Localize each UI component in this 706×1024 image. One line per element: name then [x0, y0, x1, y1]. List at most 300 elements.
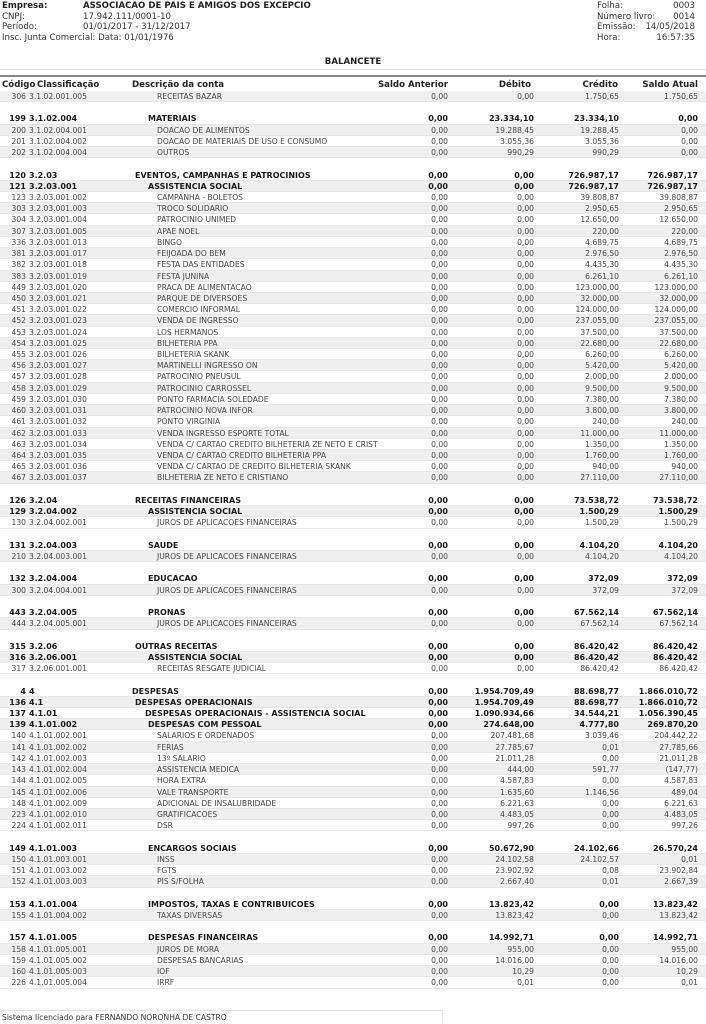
- debito-value: 207.481,68: [490, 731, 534, 741]
- account-description: VENDA C/ CARTAO CREDITO BILHETERIA PPA: [157, 451, 327, 460]
- account-description: FESTA JUNINA: [157, 271, 210, 281]
- account-classification: 3.2.03.001.013: [29, 237, 87, 247]
- saldo-anterior-value: 0,00: [431, 136, 448, 146]
- debito-value: 27.785,67: [495, 742, 534, 752]
- account-classification: 3.2.03.001.036: [29, 462, 87, 472]
- table-row: [0, 517, 706, 528]
- account-description: SALARIOS E ORDENADOS: [157, 731, 255, 741]
- saldo-anterior-value: 0,00: [428, 652, 448, 662]
- saldo-anterior-value: 0,00: [431, 944, 448, 954]
- debito-value: 0,00: [514, 495, 534, 505]
- debito-value: 4.483,05: [500, 810, 534, 819]
- account-classification: 3.2.03.001.020: [29, 282, 87, 292]
- credito-value: 88.698,77: [573, 697, 619, 707]
- account-description: ASSISTENCIA MEDICA: [157, 765, 240, 775]
- credito-value: 1.760,00: [585, 451, 619, 460]
- table-row: [0, 327, 706, 338]
- credito-value: 37.500,00: [580, 327, 619, 337]
- account-description: ASSISTENCIA SOCIAL: [148, 181, 243, 191]
- saldo-anterior-value: 0,00: [431, 765, 448, 775]
- saldo-anterior-value: 0,00: [431, 361, 448, 371]
- saldo-atual-value: 124.000,00: [654, 305, 698, 315]
- table-row: [0, 865, 706, 876]
- col-credito: Crédito: [582, 80, 618, 90]
- table-row: [0, 618, 706, 629]
- saldo-anterior-value: 0,00: [431, 406, 448, 416]
- account-classification: 4.1.01.002.001: [29, 731, 87, 741]
- saldo-anterior-value: 0,00: [428, 540, 448, 550]
- saldo-atual-value: 1.750,65: [664, 92, 698, 101]
- debito-value: 2.667,40: [500, 877, 534, 887]
- saldo-atual-value: 1.760,00: [664, 451, 698, 460]
- account-description: DOACAO DE MATERIAIS DE USO E CONSUMO: [157, 136, 328, 146]
- credito-value: 0,01: [602, 742, 619, 752]
- credito-value: 1.750,65: [585, 92, 619, 101]
- saldo-atual-value: 269.870,20: [647, 720, 698, 730]
- credito-value: 124.000,00: [575, 305, 619, 315]
- saldo-atual-value: 26.570,24: [652, 843, 698, 853]
- saldo-atual-value: 1.056.390,45: [638, 709, 698, 719]
- account-code: 141: [11, 742, 26, 752]
- account-code: 158: [11, 944, 26, 954]
- account-classification: 3.2.03.001.002: [29, 192, 87, 202]
- table-row: [0, 585, 706, 596]
- saldo-anterior-value: 0,00: [431, 742, 448, 752]
- account-code: 142: [11, 753, 26, 763]
- credito-value: 237.055,00: [575, 316, 619, 326]
- account-description: DESPESAS BANCARIAS: [157, 955, 244, 965]
- table-row: [0, 91, 706, 102]
- account-code: 454: [11, 338, 26, 348]
- account-description: IMPOSTOS, TAXAS E CONTRIBUICOES: [148, 899, 315, 909]
- saldo-atual-value: 0,01: [681, 854, 698, 864]
- saldo-anterior-value: 0,00: [431, 260, 448, 270]
- account-code: 303: [11, 204, 26, 214]
- spacer-row: [0, 831, 706, 842]
- saldo-atual-value: 489,04: [671, 787, 698, 797]
- table-row: [0, 383, 706, 394]
- saldo-atual-value: 2.976,50: [664, 249, 698, 259]
- credito-value: 0,00: [599, 899, 619, 909]
- account-code: 201: [11, 136, 26, 146]
- table-row: [0, 955, 706, 966]
- account-description: RECEITAS BAZAR: [157, 92, 222, 101]
- debito-value: 0,00: [517, 327, 534, 337]
- debito-value: 1.090.934,66: [474, 709, 534, 719]
- account-classification: 3.2.03.001.003: [29, 204, 87, 214]
- account-code: 155: [11, 910, 26, 920]
- credito-value: 372,09: [588, 574, 619, 584]
- account-description: PONTO FARMACIA SOLEDADE: [157, 394, 269, 404]
- saldo-atual-value: 73.538,72: [652, 495, 698, 505]
- account-classification: 3.2.03.001.019: [29, 271, 87, 281]
- account-classification: 3.2.03.001.024: [29, 327, 87, 337]
- saldo-atual-value: 0,00: [681, 148, 698, 158]
- saldo-anterior-value: 0,00: [428, 181, 448, 191]
- saldo-anterior-value: 0,00: [431, 293, 448, 303]
- saldo-anterior-value: 0,00: [431, 192, 448, 202]
- account-classification: 3.2.03.001.023: [29, 316, 87, 326]
- account-code: 132: [9, 574, 26, 584]
- saldo-anterior-value: 0,00: [431, 316, 448, 326]
- table-row: [0, 843, 706, 854]
- account-code: 121: [9, 181, 26, 191]
- account-classification: 4.1.01.002.002: [29, 742, 87, 752]
- credito-value: 4.689,75: [585, 237, 619, 247]
- saldo-anterior-value: 0,00: [431, 327, 448, 337]
- account-description: DESPESAS FINANCEIRAS: [148, 933, 259, 943]
- saldo-atual-value: 27.110,00: [659, 473, 698, 483]
- saldo-atual-value: 237.055,00: [654, 316, 698, 326]
- saldo-atual-value: 12.650,00: [659, 215, 698, 225]
- account-classification: 3.2.03: [29, 170, 58, 180]
- account-code: 144: [11, 776, 26, 786]
- cnpj-value: 17.942.111/0001-10: [83, 11, 172, 22]
- credito-value: 9.500,00: [585, 383, 619, 393]
- account-code: 381: [11, 249, 26, 259]
- debito-value: 10,29: [512, 967, 534, 977]
- account-description: LOS HERMANOS: [157, 327, 219, 337]
- saldo-anterior-value: 0,00: [431, 664, 448, 674]
- account-code: 455: [11, 350, 26, 360]
- credito-value: 123.000,00: [575, 282, 619, 292]
- col-saldo-anterior: Saldo Anterior: [377, 80, 448, 90]
- col-descricao: Descrição da conta: [132, 80, 225, 90]
- debito-value: 997,26: [507, 821, 534, 831]
- credito-value: 1.146,56: [585, 787, 619, 797]
- account-code: 449: [11, 282, 26, 292]
- account-code: 137: [9, 709, 26, 719]
- account-description: EVENTOS, CAMPANHAS E PATROCINIOS: [135, 170, 311, 180]
- account-description: ASSISTENCIA SOCIAL: [148, 507, 243, 517]
- credito-value: 86.420,42: [573, 641, 619, 651]
- table-row: [0, 248, 706, 259]
- account-code: 459: [11, 394, 26, 404]
- credito-value: 22.680,00: [580, 338, 619, 348]
- account-classification: 3.2.04.003: [29, 540, 78, 550]
- account-code: 304: [11, 215, 26, 225]
- saldo-anterior-value: 0,00: [431, 338, 448, 348]
- saldo-atual-value: 86.420,42: [652, 652, 698, 662]
- saldo-atual-value: 0,00: [681, 125, 698, 135]
- account-description: BILHETERIA PPA: [157, 338, 218, 348]
- account-code: 224: [11, 821, 26, 831]
- debito-value: 50.672,90: [488, 843, 534, 853]
- hora-value: 16:57:35: [656, 32, 695, 43]
- saldo-anterior-value: 0,00: [431, 518, 448, 528]
- table-row: [0, 495, 706, 506]
- credito-value: 2.000,00: [585, 372, 619, 382]
- table-row: [0, 461, 706, 472]
- saldo-atual-value: 2.000,00: [664, 372, 698, 382]
- saldo-anterior-value: 0,00: [431, 249, 448, 259]
- account-classification: 3.2.03.001.030: [29, 394, 87, 404]
- debito-value: 0,00: [517, 92, 534, 101]
- saldo-atual-value: 27.785,66: [659, 742, 698, 752]
- saldo-atual-value: 4.689,75: [664, 237, 698, 247]
- saldo-atual-value: 22.680,00: [659, 338, 698, 348]
- saldo-atual-value: 32.000,00: [659, 293, 698, 303]
- account-code: 465: [11, 462, 26, 472]
- debito-value: 0,00: [517, 215, 534, 225]
- account-description: BILHETERIA ZE NETO E CRISTIANO: [157, 473, 289, 483]
- spacer-row: [0, 102, 706, 113]
- company-label: Empresa:: [2, 1, 48, 11]
- debito-value: 19.288,45: [495, 125, 534, 135]
- credito-value: 27.110,00: [580, 473, 619, 483]
- debito-value: 0,00: [517, 226, 534, 236]
- account-classification: 3.1.02.001.005: [29, 92, 87, 101]
- debito-value: 0,00: [517, 383, 534, 393]
- account-description: APAE NOEL: [157, 226, 200, 236]
- saldo-atual-value: 240,00: [671, 417, 698, 427]
- saldo-anterior-value: 0,00: [431, 428, 448, 438]
- cnpj-label: CNPJ:: [2, 11, 26, 22]
- table-row: [0, 708, 706, 719]
- debito-value: 0,00: [517, 551, 534, 561]
- hora-row: [597, 33, 695, 44]
- credito-value: 24.102,66: [573, 843, 619, 853]
- folha-label: Folha:: [597, 1, 623, 11]
- debito-value: 0,00: [514, 652, 534, 662]
- account-description: JUROS DE APLICACOES FINANCEIRAS: [157, 619, 297, 629]
- saldo-atual-value: 1.500,29: [658, 507, 698, 517]
- saldo-atual-value: 372,09: [671, 585, 698, 595]
- saldo-atual-value: 10,29: [676, 967, 698, 977]
- debito-value: 444,00: [507, 765, 534, 775]
- account-code: 443: [9, 608, 26, 618]
- folha-row: [597, 1, 695, 12]
- account-code: 463: [11, 439, 26, 449]
- saldo-atual-value: 6.261,10: [664, 271, 698, 281]
- saldo-atual-value: 0,00: [678, 114, 698, 124]
- credito-value: 19.288,45: [580, 125, 619, 135]
- table-row: [0, 966, 706, 977]
- saldo-atual-value: 4.587,83: [664, 776, 698, 786]
- debito-value: 0,00: [514, 170, 534, 180]
- junta-comercial: Insc. Junta Comercial: Data: 01/01/1976: [2, 32, 174, 43]
- spacer-row: [0, 630, 706, 641]
- account-classification: 4.1.01.002.006: [29, 787, 87, 797]
- debito-value: 0,00: [517, 282, 534, 292]
- debito-value: 0,00: [517, 428, 534, 438]
- credito-value: 726.987,17: [568, 181, 619, 191]
- account-classification: 4.1.01.003.003: [29, 877, 87, 887]
- table-row: [0, 820, 706, 831]
- account-classification: 3.2.03.001.027: [29, 361, 87, 371]
- debito-value: 21.011,28: [495, 753, 534, 763]
- credito-value: 86.420,42: [580, 664, 619, 674]
- saldo-atual-value: 955,00: [671, 944, 698, 954]
- account-description: RECEITAS FINANCEIRAS: [135, 495, 241, 505]
- saldo-atual-value: 9.500,00: [664, 383, 698, 393]
- saldo-anterior-value: 0,00: [431, 877, 448, 887]
- debito-value: 6.221,63: [500, 798, 534, 808]
- account-classification: 3.1.02.004.004: [29, 148, 87, 158]
- table-row: [0, 170, 706, 181]
- account-classification: 4.1.01.002: [29, 720, 78, 730]
- account-code: 315: [9, 641, 26, 651]
- saldo-anterior-value: 0,00: [431, 473, 448, 483]
- table-row: [0, 573, 706, 584]
- saldo-anterior-value: 0,00: [431, 978, 448, 988]
- credito-value: 73.538,72: [573, 495, 619, 505]
- saldo-atual-value: 14.992,71: [652, 933, 698, 943]
- account-description: PATROCINIO CARROSSEL: [157, 383, 252, 393]
- debito-value: 0,00: [517, 316, 534, 326]
- debito-value: 14.992,71: [488, 933, 534, 943]
- junta-row: [2, 33, 311, 44]
- saldo-atual-value: 4.435,30: [664, 260, 698, 270]
- table-row: [0, 394, 706, 405]
- account-classification: 3.2.03.001.035: [29, 451, 87, 460]
- license-footer: Sistema licenciado para FERNANDO NORONHA DE CASTRO: [0, 1010, 443, 1024]
- debito-value: 0,00: [517, 518, 534, 528]
- debito-value: 0,00: [514, 507, 534, 517]
- table-row: [0, 697, 706, 708]
- table-row: [0, 439, 706, 450]
- account-code: 153: [9, 899, 26, 909]
- account-description: PRACA DE ALIMENTACAO: [157, 282, 252, 292]
- account-description: DOACAO DE ALIMENTOS: [157, 125, 250, 135]
- spacer-row: [0, 484, 706, 495]
- saldo-atual-value: 3.800,00: [664, 406, 698, 416]
- account-description: FEIJOADA DO BEM: [157, 249, 226, 259]
- account-code: 157: [9, 933, 26, 943]
- saldo-atual-value: 726.987,17: [647, 181, 698, 191]
- spacer-row: [0, 562, 706, 573]
- saldo-anterior-value: 0,00: [428, 709, 448, 719]
- saldo-atual-value: 4.104,20: [658, 540, 698, 550]
- table-row: [0, 147, 706, 158]
- account-code: 145: [11, 787, 26, 797]
- account-classification: 4.1.01.002.004: [29, 765, 87, 775]
- credito-value: 32.000,00: [580, 293, 619, 303]
- debito-value: 0,00: [517, 293, 534, 303]
- account-classification: 3.2.03.001: [29, 181, 78, 191]
- account-description: PIS S/FOLHA: [157, 877, 204, 887]
- saldo-anterior-value: 0,00: [428, 720, 448, 730]
- table-row: [0, 607, 706, 618]
- account-description: TROCO SOLIDARIO: [157, 204, 229, 214]
- account-classification: 3.2.03.001.022: [29, 305, 87, 315]
- account-description: PARQUE DE DIVERSOES: [157, 293, 248, 303]
- table-row: [0, 226, 706, 237]
- livro-label: Número livro:: [597, 11, 656, 22]
- debito-value: 0,00: [514, 181, 534, 191]
- account-classification: 3.2.03.001.029: [29, 383, 87, 393]
- spacer-row: [0, 596, 706, 607]
- account-description: TAXAS DIVERSAS: [157, 910, 223, 920]
- account-description: FERIAS: [157, 742, 184, 752]
- saldo-anterior-value: 0,00: [431, 394, 448, 404]
- debito-value: 1.954.709,49: [474, 686, 534, 696]
- saldo-anterior-value: 0,00: [431, 305, 448, 315]
- livro-value: 0014: [673, 11, 695, 22]
- account-description: MATERIAIS: [148, 114, 197, 124]
- account-classification: 3.2.03.001.017: [29, 249, 87, 259]
- table-row: [0, 764, 706, 775]
- account-code: 452: [11, 316, 26, 326]
- account-description: PATROCINIO NOVA INFOR: [157, 406, 253, 416]
- account-code: 123: [11, 192, 26, 202]
- table-row: [0, 428, 706, 439]
- table-row: [0, 798, 706, 809]
- account-classification: 4.1.01.005.004: [29, 978, 87, 988]
- account-description: HORA EXTRA: [157, 776, 206, 786]
- credito-value: 940,00: [592, 462, 619, 472]
- col-saldo-atual: Saldo Atual: [642, 80, 698, 90]
- saldo-anterior-value: 0,00: [428, 686, 448, 696]
- credito-value: 11.000,00: [580, 428, 619, 438]
- credito-value: 67.562,14: [580, 619, 619, 629]
- table-row: [0, 932, 706, 943]
- saldo-atual-value: 13.823,42: [652, 899, 698, 909]
- debito-value: 0,00: [517, 260, 534, 270]
- account-code: 152: [11, 877, 26, 887]
- saldo-anterior-value: 0,00: [431, 798, 448, 808]
- credito-value: 0,00: [599, 933, 619, 943]
- table-row: [0, 360, 706, 371]
- saldo-atual-value: 1.350,00: [664, 439, 698, 449]
- debito-value: 0,00: [514, 608, 534, 618]
- account-code: 444: [11, 619, 26, 629]
- debito-value: 0,00: [517, 473, 534, 483]
- saldo-anterior-value: 0,00: [431, 866, 448, 876]
- credito-value: 4.435,30: [585, 260, 619, 270]
- debito-value: 955,00: [507, 944, 534, 954]
- credito-value: 6.261,10: [585, 271, 619, 281]
- account-classification: 3.2.06: [29, 641, 58, 651]
- account-code: 139: [9, 720, 26, 730]
- table-row: [0, 472, 706, 483]
- table-row: [0, 899, 706, 910]
- account-code: 4: [20, 686, 26, 696]
- account-classification: 4.1.01.005: [29, 933, 78, 943]
- account-code: 210: [11, 551, 26, 561]
- table-row: [0, 259, 706, 270]
- account-code: 130: [11, 518, 26, 528]
- company-info: [2, 1, 311, 43]
- account-classification: 3.2.06.001: [29, 652, 78, 662]
- credito-value: 4.777,80: [579, 720, 619, 730]
- account-code: 129: [9, 507, 26, 517]
- credito-value: 6.260,00: [585, 350, 619, 360]
- debito-value: 0,00: [517, 585, 534, 595]
- period-value: 01/01/2017 - 31/12/2017: [83, 22, 191, 33]
- account-classification: 4.1.01.002.010: [29, 810, 87, 819]
- saldo-atual-value: 220,00: [671, 226, 698, 236]
- table-row: [0, 506, 706, 517]
- saldo-atual-value: 37.500,00: [659, 327, 698, 337]
- col-codigo: Código: [2, 80, 36, 90]
- saldo-atual-value: 0,01: [681, 978, 698, 988]
- debito-value: 1.954.709,49: [474, 697, 534, 707]
- debito-value: 0,00: [517, 394, 534, 404]
- account-description: VALE TRANSPORTE: [157, 787, 229, 797]
- account-code: 149: [9, 843, 26, 853]
- account-description: INSS: [157, 854, 175, 864]
- account-classification: 4.1.01.002.009: [29, 798, 87, 808]
- account-description: PATROCINIO UNIMED: [157, 215, 237, 225]
- period-label: Período:: [2, 22, 37, 33]
- spacer-row: [0, 529, 706, 540]
- account-classification: 3.2.03.001.037: [29, 473, 87, 483]
- credito-value: 0,00: [602, 955, 619, 965]
- saldo-anterior-value: 0,00: [431, 417, 448, 427]
- account-classification: 4.1.01.002.011: [29, 821, 87, 831]
- account-description: BINGO: [157, 237, 182, 247]
